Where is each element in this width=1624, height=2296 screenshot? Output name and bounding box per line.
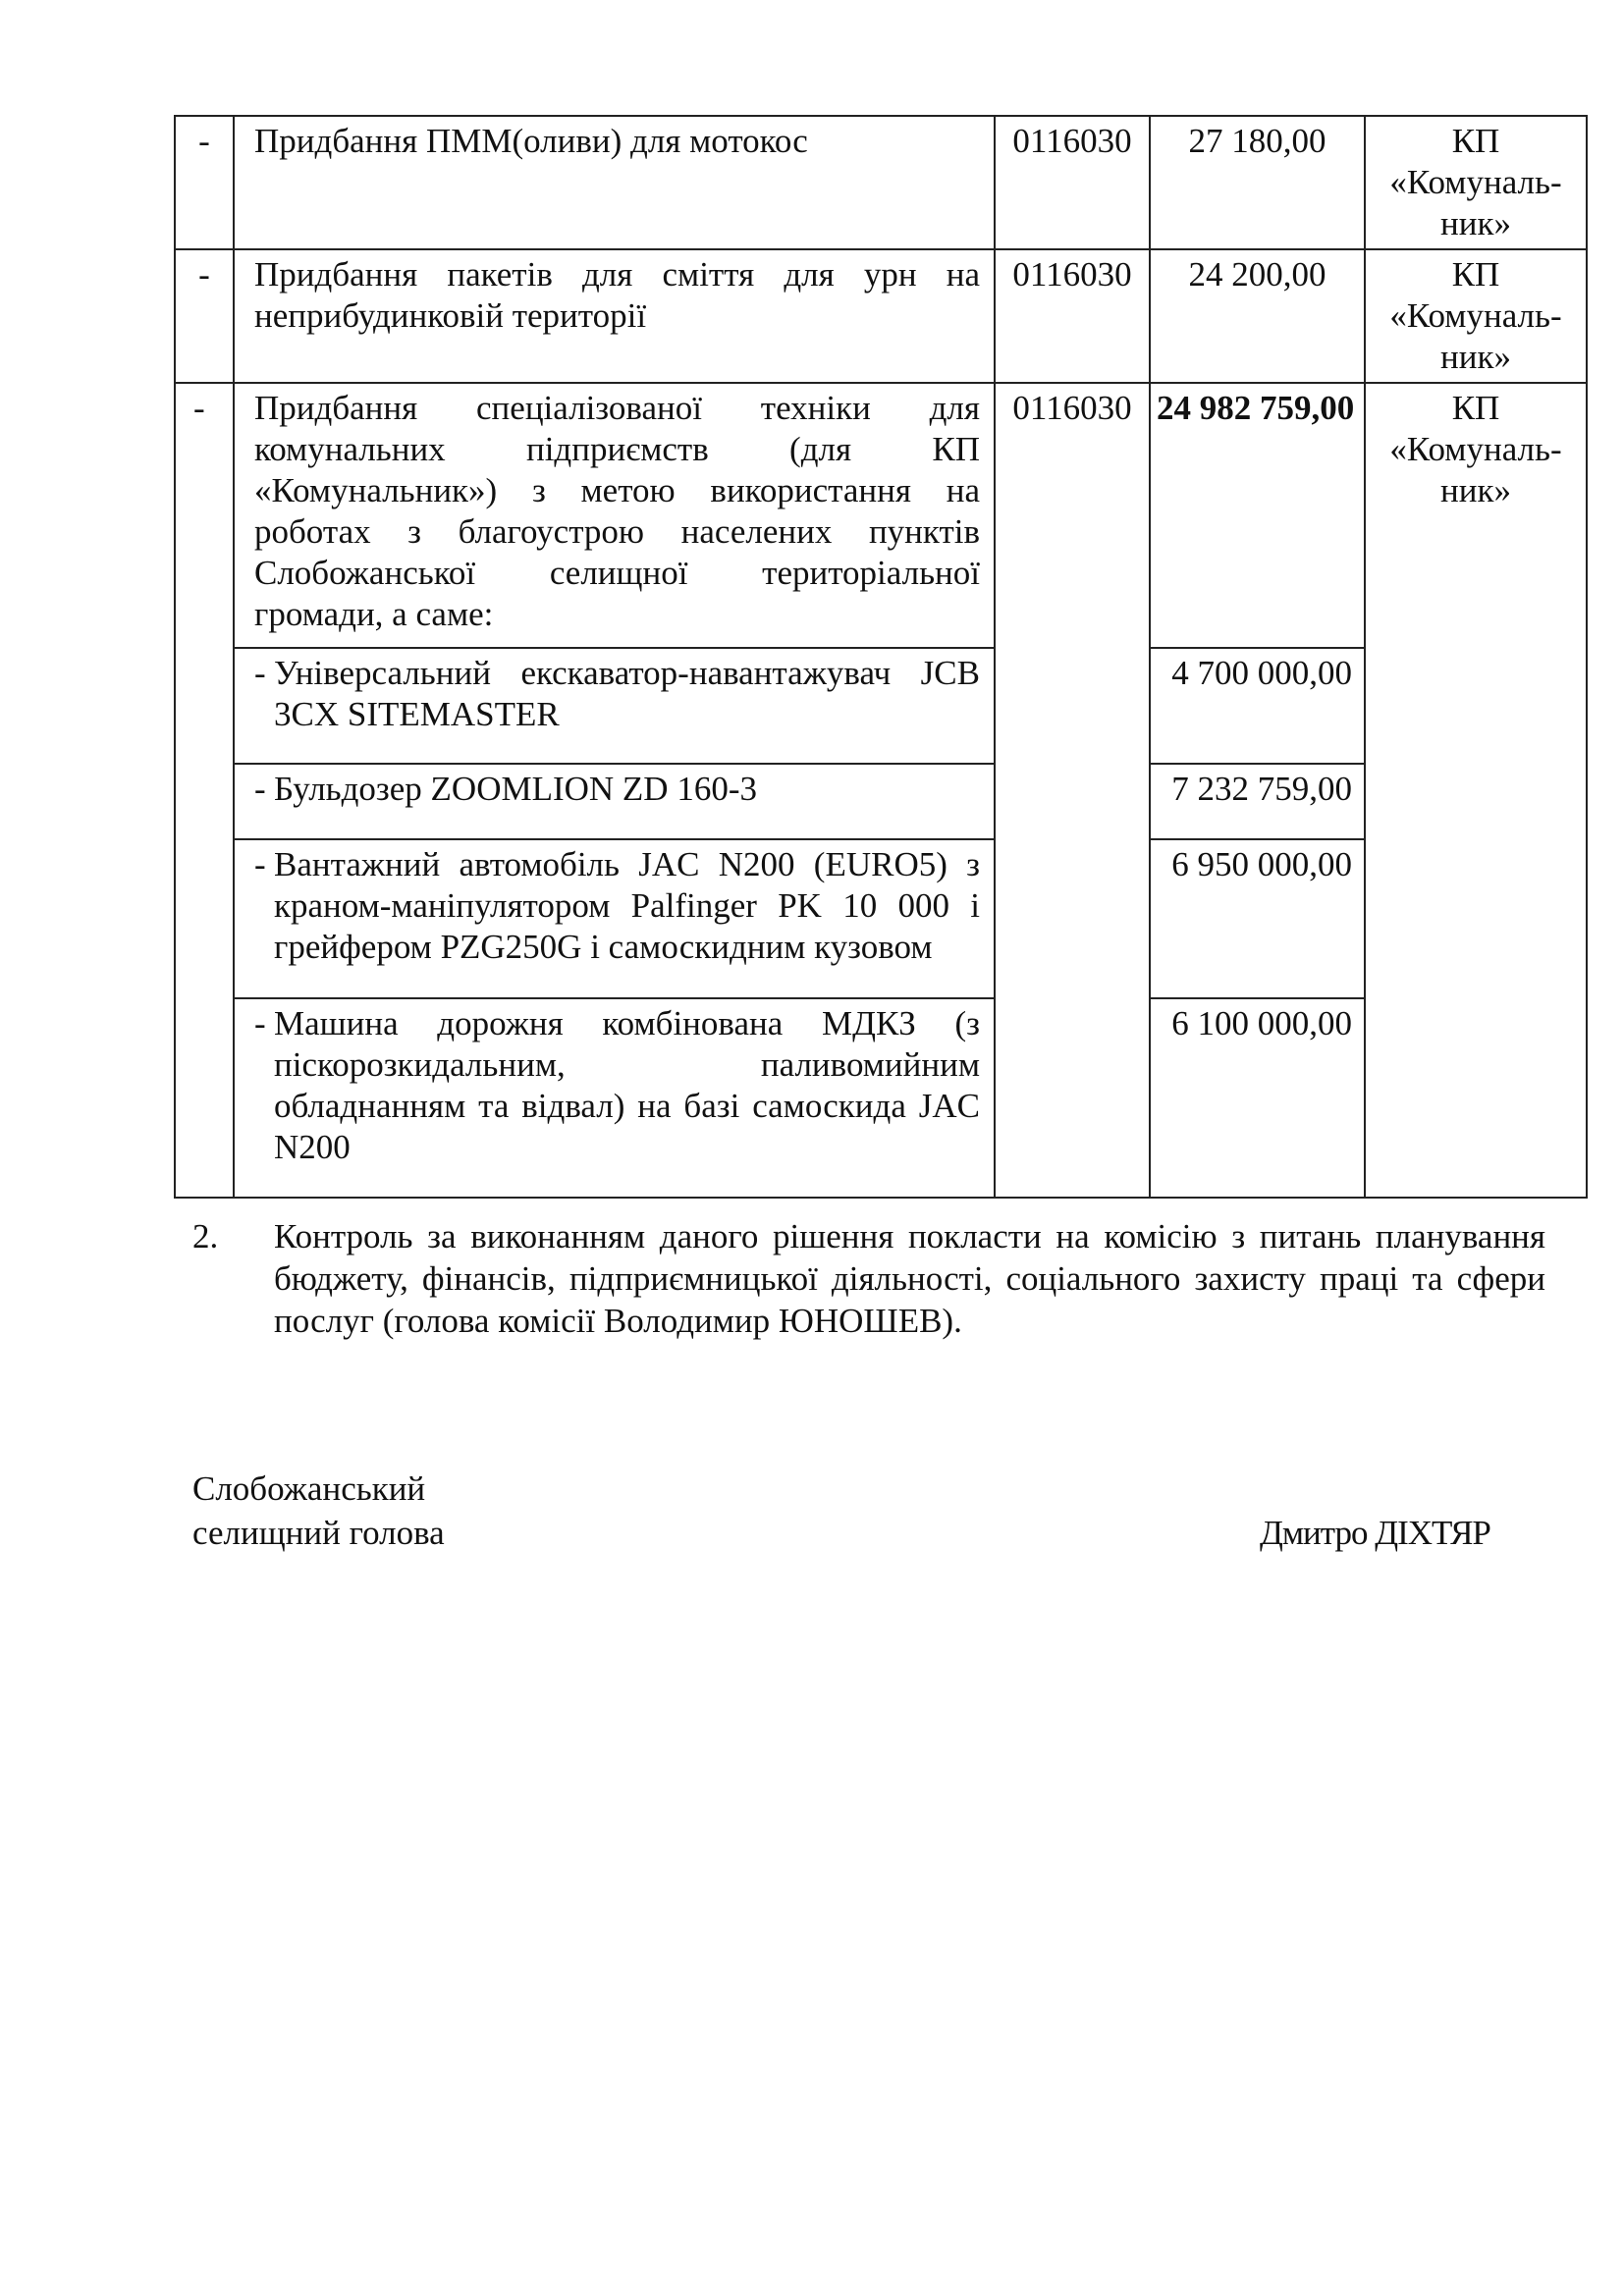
signatory-title	[192, 1467, 445, 1555]
row-description: Придбання ПММ(оливи) для мотокос	[234, 116, 995, 249]
row-code: 0116030	[995, 116, 1150, 249]
subitem-sum: 6 100 000,00	[1150, 998, 1365, 1198]
table-row	[175, 249, 1587, 383]
row-marker: -	[175, 383, 234, 1198]
row-executor: КП «Комуналь-ник»	[1365, 249, 1587, 383]
row-executor: КП «Комуналь-ник»	[1365, 383, 1587, 1198]
subitem-marker: -	[254, 654, 266, 692]
row-sum-total: 24 982 759,00	[1150, 383, 1365, 648]
subitem-description: Вантажний автомобіль JAC N200 (EURO5) з краном-маніпулятором Palfinger PK 10 000 і грейфером PZG250G і самоскидним кузовом	[274, 845, 980, 966]
budget-table	[174, 115, 1588, 1199]
row-marker: -	[175, 249, 234, 383]
row-code: 0116030	[995, 249, 1150, 383]
subitem-marker: -	[254, 845, 266, 883]
signatory-title-line: селищний голова	[192, 1514, 445, 1552]
paragraph-number: 2.	[192, 1217, 219, 1255]
row-sum: 24 200,00	[1150, 249, 1365, 383]
subitem-sum: 6 950 000,00	[1150, 839, 1365, 998]
subitem-sum: 7 232 759,00	[1150, 764, 1365, 839]
table-row	[175, 383, 1587, 648]
subitem-description: Бульдозер ZOOMLION ZD 160-3	[274, 770, 757, 808]
row-description: Придбання пакетів для сміття для урн на неприбудинковій території	[234, 249, 995, 383]
row-description: Придбання спеціалізованої техніки для комунальних підприємств (для КП «Комунальник») з метою використання на роботах з благоустрою населених пунктів Слобожанської селищної територіальної громади, а саме:	[234, 383, 995, 648]
paragraph-text: Контроль за виконанням даного рішення покласти на комісію з питань планування бюджету, фінансів, підприємницької діяльності, соціального захисту праці та сфери послуг (голова комісії Володимир ЮНОШЕВ).	[274, 1217, 1545, 1340]
subitem-sum: 4 700 000,00	[1150, 648, 1365, 764]
subitem-description: Універсальний екскаватор-навантажувач JCB 3CX SITEMASTER	[274, 654, 980, 733]
signatory-name: Дмитро ДІХТЯР	[1260, 1514, 1490, 1552]
subitem-marker: -	[254, 1004, 266, 1042]
subitem-marker: -	[254, 770, 266, 808]
signatory-title-line: Слобожанський	[192, 1469, 426, 1508]
row-executor: КП «Комуналь-ник»	[1365, 116, 1587, 249]
table-row	[175, 116, 1587, 249]
subitem-description: Машина дорожня комбінована МДКЗ (з піскорозкидальним, паливомийним обладнанням та відвал) на базі самоскида JAC N200	[274, 1004, 980, 1166]
row-marker: -	[175, 116, 234, 249]
row-sum: 27 180,00	[1150, 116, 1365, 249]
row-code: 0116030	[995, 383, 1150, 1198]
